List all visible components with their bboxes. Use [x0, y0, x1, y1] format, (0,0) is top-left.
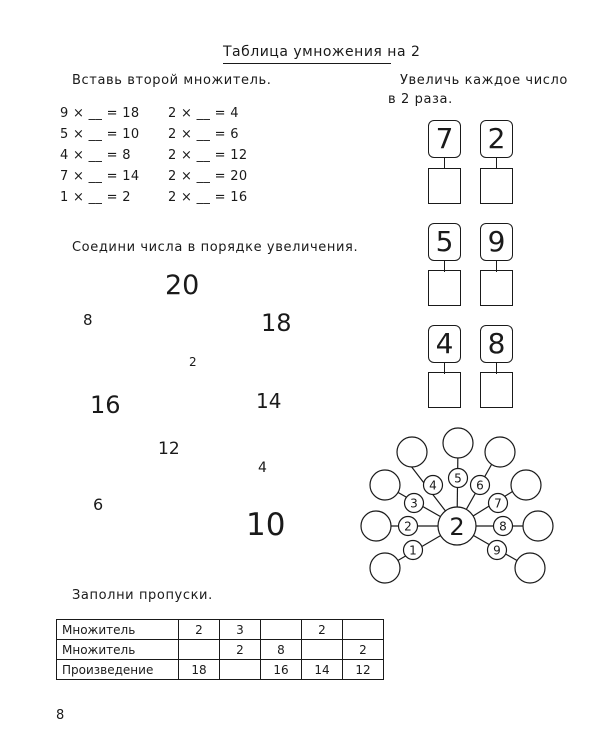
petal-number: 8 [499, 519, 507, 534]
table-cell[interactable]: 2 [343, 640, 384, 660]
outer-circle[interactable] [523, 511, 553, 541]
number-box: 9 [480, 223, 513, 261]
flower-center-number: 2 [449, 513, 465, 541]
page-title: Таблица умножения на 2 [223, 44, 421, 60]
outer-circle[interactable] [485, 437, 515, 467]
scattered-number: 2 [189, 355, 197, 369]
petal-number: 4 [429, 478, 437, 493]
petal-number: 3 [410, 496, 418, 511]
table-cell[interactable] [343, 620, 384, 640]
number-box: 8 [480, 325, 513, 363]
number-box: 2 [480, 120, 513, 158]
scattered-number: 8 [83, 311, 93, 329]
equation: 1 × __ = 2 [60, 190, 131, 205]
table-cell[interactable]: 2 [302, 620, 343, 640]
outer-circle[interactable] [511, 470, 541, 500]
fill-in-table [56, 619, 384, 680]
petal-number: 7 [494, 496, 502, 511]
table-cell[interactable]: 2 [179, 620, 220, 640]
petal-number: 1 [409, 543, 417, 558]
table-row [57, 660, 384, 680]
equation: 9 × __ = 18 [60, 106, 140, 121]
outer-circle[interactable] [397, 437, 427, 467]
row-label: Множитель [57, 640, 179, 660]
outer-circle[interactable] [443, 428, 473, 458]
table-row [57, 620, 384, 640]
petal-number: 2 [404, 519, 412, 534]
table-cell[interactable] [220, 660, 261, 680]
table-cell[interactable]: 14 [302, 660, 343, 680]
equation: 2 × __ = 4 [168, 106, 239, 121]
table-row [57, 640, 384, 660]
task3-heading-line2: в 2 раза. [388, 92, 453, 107]
row-label: Произведение [57, 660, 179, 680]
row-label: Множитель [57, 620, 179, 640]
petal-number: 9 [493, 543, 501, 558]
scattered-number: 4 [258, 460, 267, 476]
scattered-number: 6 [93, 495, 104, 514]
number-box: 4 [428, 325, 461, 363]
equation: 5 × __ = 10 [60, 127, 140, 142]
petal-number: 6 [476, 478, 484, 493]
table-cell[interactable] [261, 620, 302, 640]
number-box: 7 [428, 120, 461, 158]
table-cell[interactable] [179, 640, 220, 660]
scattered-number: 10 [246, 507, 286, 543]
equation: 2 × __ = 16 [168, 190, 248, 205]
table-cell[interactable]: 18 [179, 660, 220, 680]
page-number: 8 [56, 708, 65, 723]
table-cell[interactable]: 3 [220, 620, 261, 640]
task3-heading-line1: Увеличь каждое число [400, 73, 568, 88]
equation: 2 × __ = 12 [168, 148, 248, 163]
table-cell[interactable] [302, 640, 343, 660]
number-box: 5 [428, 223, 461, 261]
equation: 7 × __ = 14 [60, 169, 140, 184]
scattered-number: 18 [261, 309, 292, 337]
equation: 2 × __ = 6 [168, 127, 239, 142]
scattered-number: 14 [256, 389, 282, 413]
equation: 2 × __ = 20 [168, 169, 248, 184]
petal-number: 5 [454, 471, 462, 486]
equation: 4 × __ = 8 [60, 148, 131, 163]
table-cell[interactable]: 16 [261, 660, 302, 680]
outer-circle[interactable] [515, 553, 545, 583]
scattered-number: 12 [158, 439, 180, 459]
task4-heading: Заполни пропуски. [72, 588, 213, 603]
task1-heading: Вставь второй множитель. [72, 73, 272, 88]
outer-circle[interactable] [370, 470, 400, 500]
task2-heading: Соедини числа в порядке увеличения. [72, 240, 359, 255]
table-cell[interactable]: 2 [220, 640, 261, 660]
outer-circle[interactable] [361, 511, 391, 541]
table-cell[interactable]: 8 [261, 640, 302, 660]
outer-circle[interactable] [370, 553, 400, 583]
table-cell[interactable]: 12 [343, 660, 384, 680]
scattered-number: 16 [90, 391, 121, 419]
scattered-number: 20 [165, 270, 200, 301]
